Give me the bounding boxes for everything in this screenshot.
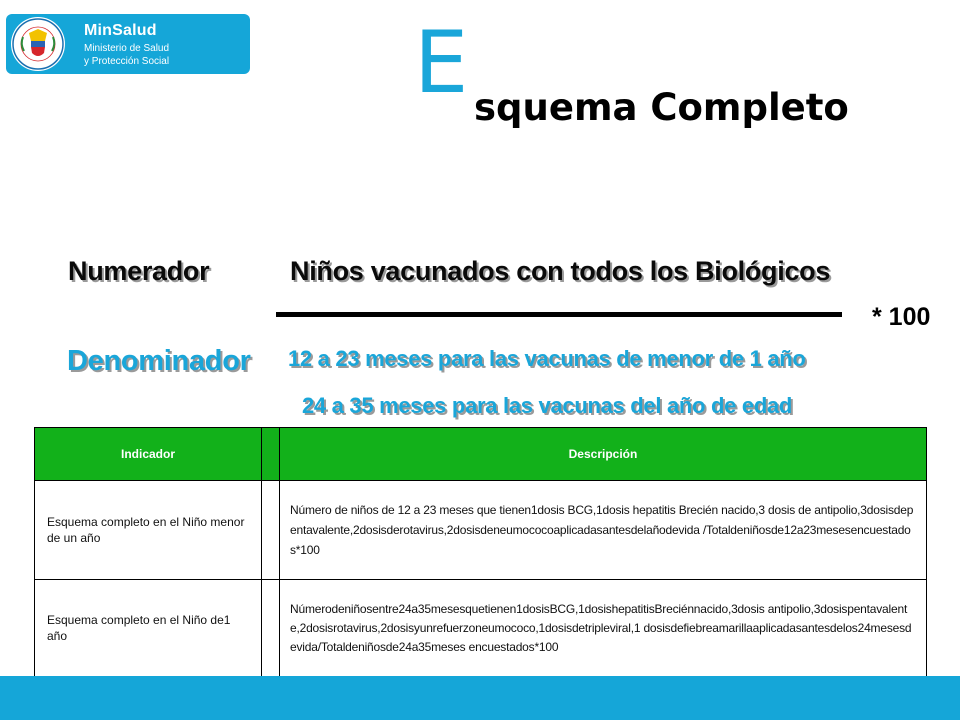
table-row bbox=[35, 580, 927, 677]
colombia-seal-icon bbox=[11, 17, 65, 71]
logo-ministry-line1: Ministerio de Salud bbox=[84, 43, 170, 54]
title-rest: squema Completo bbox=[474, 86, 849, 129]
header-indicator: Indicador bbox=[35, 428, 262, 481]
denominator-label: Denominador bbox=[67, 345, 251, 377]
header-description: Descripción bbox=[280, 428, 927, 481]
fraction-line bbox=[276, 312, 842, 317]
row-indicator: Esquema completo en el Niño de1 año bbox=[35, 580, 262, 677]
minsalud-logo bbox=[6, 14, 250, 74]
denominator-line-1: 12 a 23 meses para las vacunas de menor de 1 año bbox=[288, 346, 806, 371]
numerator-label: Numerador bbox=[68, 256, 210, 286]
row-description: Número de niños de 12 a 23 meses que tienen1dosis BCG,1dosis hepatitis Brecién nacido,3 dosis de antipolio,3dosisdepentavalente,2dosisderotavirus,2dosisdeneumococoaplicadasantesdelañodevida /Totaldeniñosde12a23mesesencuestados*100 bbox=[280, 481, 927, 580]
logo-ministry-line2: y Protección Social bbox=[84, 56, 170, 67]
multiplier: * 100 bbox=[872, 303, 931, 331]
logo-brand: MinSalud bbox=[84, 22, 157, 39]
table-row bbox=[35, 481, 927, 580]
table-header-row bbox=[35, 428, 927, 481]
title-initial: E bbox=[414, 13, 469, 113]
row-indicator: Esquema completo en el Niño menor de un año bbox=[35, 481, 262, 580]
header-spacer bbox=[262, 428, 280, 481]
denominator-line-2: 24 a 35 meses para las vacunas del año de edad bbox=[302, 393, 793, 418]
row-description: Númerodeniñosentre24a35mesesquetienen1dosisBCG,1dosishepatitisBreciénnacido,3dosis antipolio,3dosispentavalente,2dosisrotavirus,2dosisyunrefuerzoneumococo,1dosisdetripleviral,1 dosisdefiebreamarillaaplicadasantesdelos24mesesdevida/Totaldeniñosde24a35meses encuestados*100 bbox=[280, 580, 927, 677]
indicator-table bbox=[34, 427, 927, 677]
row-spacer bbox=[262, 481, 280, 580]
row-spacer bbox=[262, 580, 280, 677]
footer-bar bbox=[0, 676, 960, 720]
numerator-text: Niños vacunados con todos los Biológicos bbox=[290, 256, 831, 286]
